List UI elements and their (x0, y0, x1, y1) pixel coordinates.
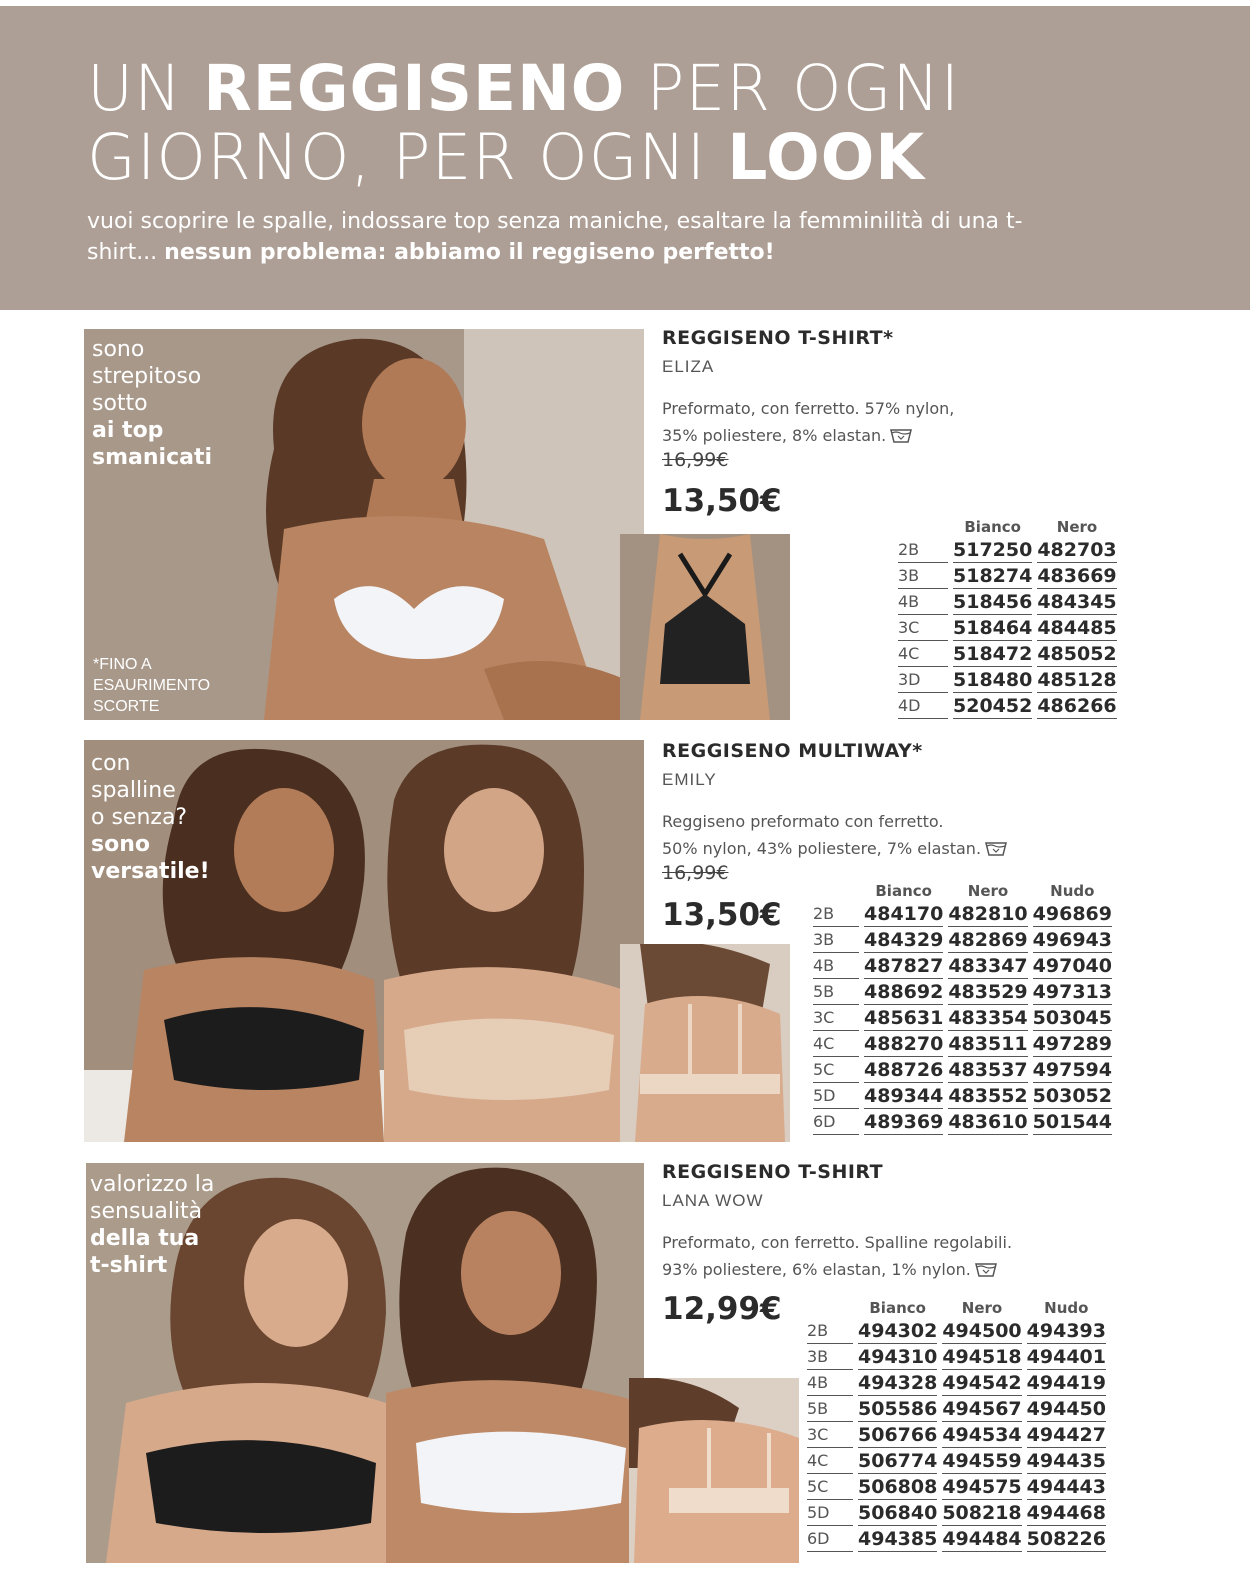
table-row (813, 979, 1112, 1005)
code-cell: 482703 (1037, 537, 1116, 563)
size-cell: 3B (898, 563, 948, 589)
tagline-line: o senza? (91, 805, 188, 830)
tagline-line: spalline (91, 778, 176, 803)
description-line: 35% poliestere, 8% elastan. (662, 426, 887, 445)
table-row (898, 615, 1117, 641)
headline-bold-text: REGGISENO (203, 52, 626, 125)
table-row (807, 1526, 1106, 1552)
table-row (813, 927, 1112, 953)
codes-table-lana-wow (802, 1298, 1111, 1552)
tagline-bold-line: sono (91, 832, 150, 857)
tagline-bold-line: ai top (92, 418, 164, 443)
code-cell: 517250 (953, 537, 1032, 563)
intro-text (87, 206, 1047, 268)
size-header (813, 881, 859, 901)
code-cell: 483669 (1037, 563, 1116, 589)
table-header-row (898, 517, 1117, 537)
color-header: Bianco (964, 518, 1021, 536)
tagline-emily (91, 750, 210, 885)
code-cell: 518456 (953, 589, 1032, 615)
code-cell: 489344 (864, 1083, 943, 1109)
headline-line2 (87, 121, 925, 194)
tagline-line: con (91, 751, 131, 776)
tagline-bold-line: smanicati (92, 445, 213, 470)
color-header: Bianco (869, 1299, 926, 1317)
table-row (898, 589, 1117, 615)
size-cell: 5B (813, 979, 859, 1005)
code-cell: 488726 (864, 1057, 943, 1083)
code-cell: 494427 (1027, 1422, 1106, 1448)
size-cell: 3D (898, 667, 948, 693)
code-cell: 494575 (942, 1474, 1021, 1500)
intro-bold-text: nessun problema: abbiamo il reggiseno perfetto! (164, 240, 775, 265)
code-cell: 483354 (948, 1005, 1027, 1031)
tagline-line: sensualità (90, 1199, 203, 1224)
size-cell: 3C (807, 1422, 853, 1448)
size-cell: 4B (898, 589, 948, 615)
table-row (807, 1318, 1106, 1344)
codes-table-eliza (893, 517, 1122, 719)
hand-wash-icon (890, 427, 912, 443)
code-cell: 483537 (948, 1057, 1027, 1083)
old-price: 16,99€ (662, 449, 729, 471)
table-row (807, 1370, 1106, 1396)
size-cell: 5C (813, 1057, 859, 1083)
tagline-eliza (92, 336, 212, 471)
size-cell: 3B (813, 927, 859, 953)
size-cell: 5D (807, 1500, 853, 1526)
tagline-line: valorizzo la (90, 1172, 215, 1197)
hand-wash-icon (985, 840, 1007, 856)
table-row (898, 641, 1117, 667)
size-header (807, 1298, 853, 1318)
code-cell: 494468 (1027, 1500, 1106, 1526)
code-cell: 494310 (858, 1344, 937, 1370)
size-cell: 4B (813, 953, 859, 979)
description-line: Reggiseno preformato con ferretto. (662, 812, 944, 831)
table-row (807, 1448, 1106, 1474)
code-cell: 494385 (858, 1526, 937, 1552)
color-header: Nero (961, 1299, 1003, 1317)
code-cell: 518274 (953, 563, 1032, 589)
code-cell: 494450 (1027, 1396, 1106, 1422)
code-cell: 494542 (942, 1370, 1021, 1396)
header-banner (0, 6, 1250, 310)
code-cell: 494435 (1027, 1448, 1106, 1474)
code-cell: 494559 (942, 1448, 1021, 1474)
table-row (813, 1005, 1112, 1031)
code-cell: 520452 (953, 693, 1032, 719)
code-cell: 494393 (1027, 1318, 1106, 1344)
code-cell: 497313 (1033, 979, 1112, 1005)
code-cell: 484170 (864, 901, 943, 927)
product-price: 13,50€ (662, 483, 782, 519)
code-cell: 501544 (1033, 1109, 1112, 1135)
code-cell: 494443 (1027, 1474, 1106, 1500)
code-cell: 518472 (953, 641, 1032, 667)
code-cell: 508218 (942, 1500, 1021, 1526)
code-cell: 485052 (1037, 641, 1116, 667)
table-row (813, 901, 1112, 927)
product-price: 13,50€ (662, 897, 782, 933)
intro-light-text: vuoi scoprire le spalle, indossare top senza maniche, esaltare la femminilità di una t-shirt... (87, 209, 1023, 265)
product-title: REGGISENO MULTIWAY* (662, 740, 923, 762)
table-row (813, 1031, 1112, 1057)
size-cell: 3C (898, 615, 948, 641)
table-row (813, 1057, 1112, 1083)
code-cell: 494419 (1027, 1370, 1106, 1396)
tagline-line: sono (92, 337, 145, 362)
hand-wash-icon (975, 1261, 997, 1277)
code-cell: 494328 (858, 1370, 937, 1396)
table-row (807, 1474, 1106, 1500)
table-row (813, 1083, 1112, 1109)
code-cell: 508226 (1027, 1526, 1106, 1552)
code-cell: 494518 (942, 1344, 1021, 1370)
code-cell: 484345 (1037, 589, 1116, 615)
back-view-illustration (620, 534, 790, 720)
code-cell: 494401 (1027, 1344, 1106, 1370)
code-cell: 488692 (864, 979, 943, 1005)
product-back-photo-emily (620, 944, 790, 1142)
size-cell: 5C (807, 1474, 853, 1500)
back-view-illustration (629, 1378, 799, 1563)
size-cell: 4C (898, 641, 948, 667)
tagline-line: strepitoso (92, 364, 202, 389)
page-headline (87, 54, 960, 192)
size-cell: 3C (813, 1005, 859, 1031)
size-cell: 4D (898, 693, 948, 719)
code-cell: 497289 (1033, 1031, 1112, 1057)
table-row (898, 693, 1117, 719)
code-cell: 497040 (1033, 953, 1112, 979)
color-header: Nero (1056, 518, 1098, 536)
code-cell: 488270 (864, 1031, 943, 1057)
product-description (662, 808, 1007, 862)
old-price: 16,99€ (662, 862, 729, 884)
code-cell: 503045 (1033, 1005, 1112, 1031)
product-model: EMILY (662, 770, 717, 789)
code-cell: 494500 (942, 1318, 1021, 1344)
code-cell: 483529 (948, 979, 1027, 1005)
stock-footnote (93, 654, 210, 717)
codes-table-emily (808, 881, 1117, 1135)
code-cell: 483610 (948, 1109, 1027, 1135)
code-cell: 482869 (948, 927, 1027, 953)
color-header: Bianco (875, 882, 932, 900)
code-cell: 487827 (864, 953, 943, 979)
headline-text: GIORNO, PER OGNI (87, 121, 728, 194)
size-cell: 6D (813, 1109, 859, 1135)
footnote-line: SCORTE (93, 698, 160, 715)
code-cell: 484329 (864, 927, 943, 953)
product-title: REGGISENO T-SHIRT (662, 1161, 884, 1183)
code-cell: 485128 (1037, 667, 1116, 693)
tagline-bold-line: t-shirt (90, 1253, 168, 1278)
footnote-line: *FINO A (93, 656, 152, 673)
color-header: Nudo (1044, 1299, 1089, 1317)
size-cell: 5B (807, 1396, 853, 1422)
code-cell: 483511 (948, 1031, 1027, 1057)
size-cell: 4C (813, 1031, 859, 1057)
product-back-photo-eliza (620, 534, 790, 720)
headline-line1 (87, 52, 960, 125)
code-cell: 496943 (1033, 927, 1112, 953)
product-model: ELIZA (662, 357, 715, 376)
product-title: REGGISENO T-SHIRT* (662, 327, 894, 349)
back-view-illustration (620, 944, 790, 1142)
code-cell: 486266 (1037, 693, 1116, 719)
headline-bold-text: LOOK (727, 121, 926, 194)
size-cell: 4C (807, 1448, 853, 1474)
product-description (662, 395, 954, 449)
tagline-line: sotto (92, 391, 148, 416)
product-model: LANA WOW (662, 1191, 764, 1210)
description-line: 50% nylon, 43% poliestere, 7% elastan. (662, 839, 982, 858)
description-line: Preformato, con ferretto. 57% nylon, (662, 399, 955, 418)
table-header-row (807, 1298, 1106, 1318)
code-cell: 506774 (858, 1448, 937, 1474)
table-row (813, 1109, 1112, 1135)
code-cell: 506808 (858, 1474, 937, 1500)
code-cell: 494534 (942, 1422, 1021, 1448)
code-cell: 483552 (948, 1083, 1027, 1109)
code-cell: 497594 (1033, 1057, 1112, 1083)
code-cell: 496869 (1033, 901, 1112, 927)
table-row (898, 537, 1117, 563)
code-cell: 489369 (864, 1109, 943, 1135)
size-cell: 2B (807, 1318, 853, 1344)
code-cell: 505586 (858, 1396, 937, 1422)
product-description (662, 1229, 1012, 1283)
code-cell: 506840 (858, 1500, 937, 1526)
tagline-bold-line: versatile! (91, 859, 210, 884)
headline-text: PER OGNI (625, 52, 961, 125)
code-cell: 484485 (1037, 615, 1116, 641)
code-cell: 518480 (953, 667, 1032, 693)
code-cell: 506766 (858, 1422, 937, 1448)
code-cell: 483347 (948, 953, 1027, 979)
code-cell: 494567 (942, 1396, 1021, 1422)
table-row (898, 667, 1117, 693)
code-cell: 518464 (953, 615, 1032, 641)
product-back-photo-lana-wow (629, 1378, 799, 1563)
table-row (813, 953, 1112, 979)
size-header (898, 517, 948, 537)
table-row (807, 1500, 1106, 1526)
size-cell: 3B (807, 1344, 853, 1370)
table-row (807, 1396, 1106, 1422)
code-cell: 494484 (942, 1526, 1021, 1552)
description-line: 93% poliestere, 6% elastan, 1% nylon. (662, 1260, 971, 1279)
table-row (898, 563, 1117, 589)
code-cell: 485631 (864, 1005, 943, 1031)
table-row (807, 1344, 1106, 1370)
tagline-bold-line: della tua (90, 1226, 200, 1251)
size-cell: 5D (813, 1083, 859, 1109)
table-header-row (813, 881, 1112, 901)
size-cell: 6D (807, 1526, 853, 1552)
code-cell: 494302 (858, 1318, 937, 1344)
description-line: Preformato, con ferretto. Spalline regolabili. (662, 1233, 1013, 1252)
code-cell: 482810 (948, 901, 1027, 927)
color-header: Nudo (1050, 882, 1095, 900)
product-price: 12,99€ (662, 1291, 782, 1327)
code-cell: 503052 (1033, 1083, 1112, 1109)
color-header: Nero (967, 882, 1009, 900)
size-cell: 2B (813, 901, 859, 927)
footnote-line: ESAURIMENTO (93, 677, 211, 694)
tagline-lana-wow (90, 1171, 214, 1279)
headline-text: UN (87, 52, 204, 125)
table-row (807, 1422, 1106, 1448)
size-cell: 4B (807, 1370, 853, 1396)
size-cell: 2B (898, 537, 948, 563)
